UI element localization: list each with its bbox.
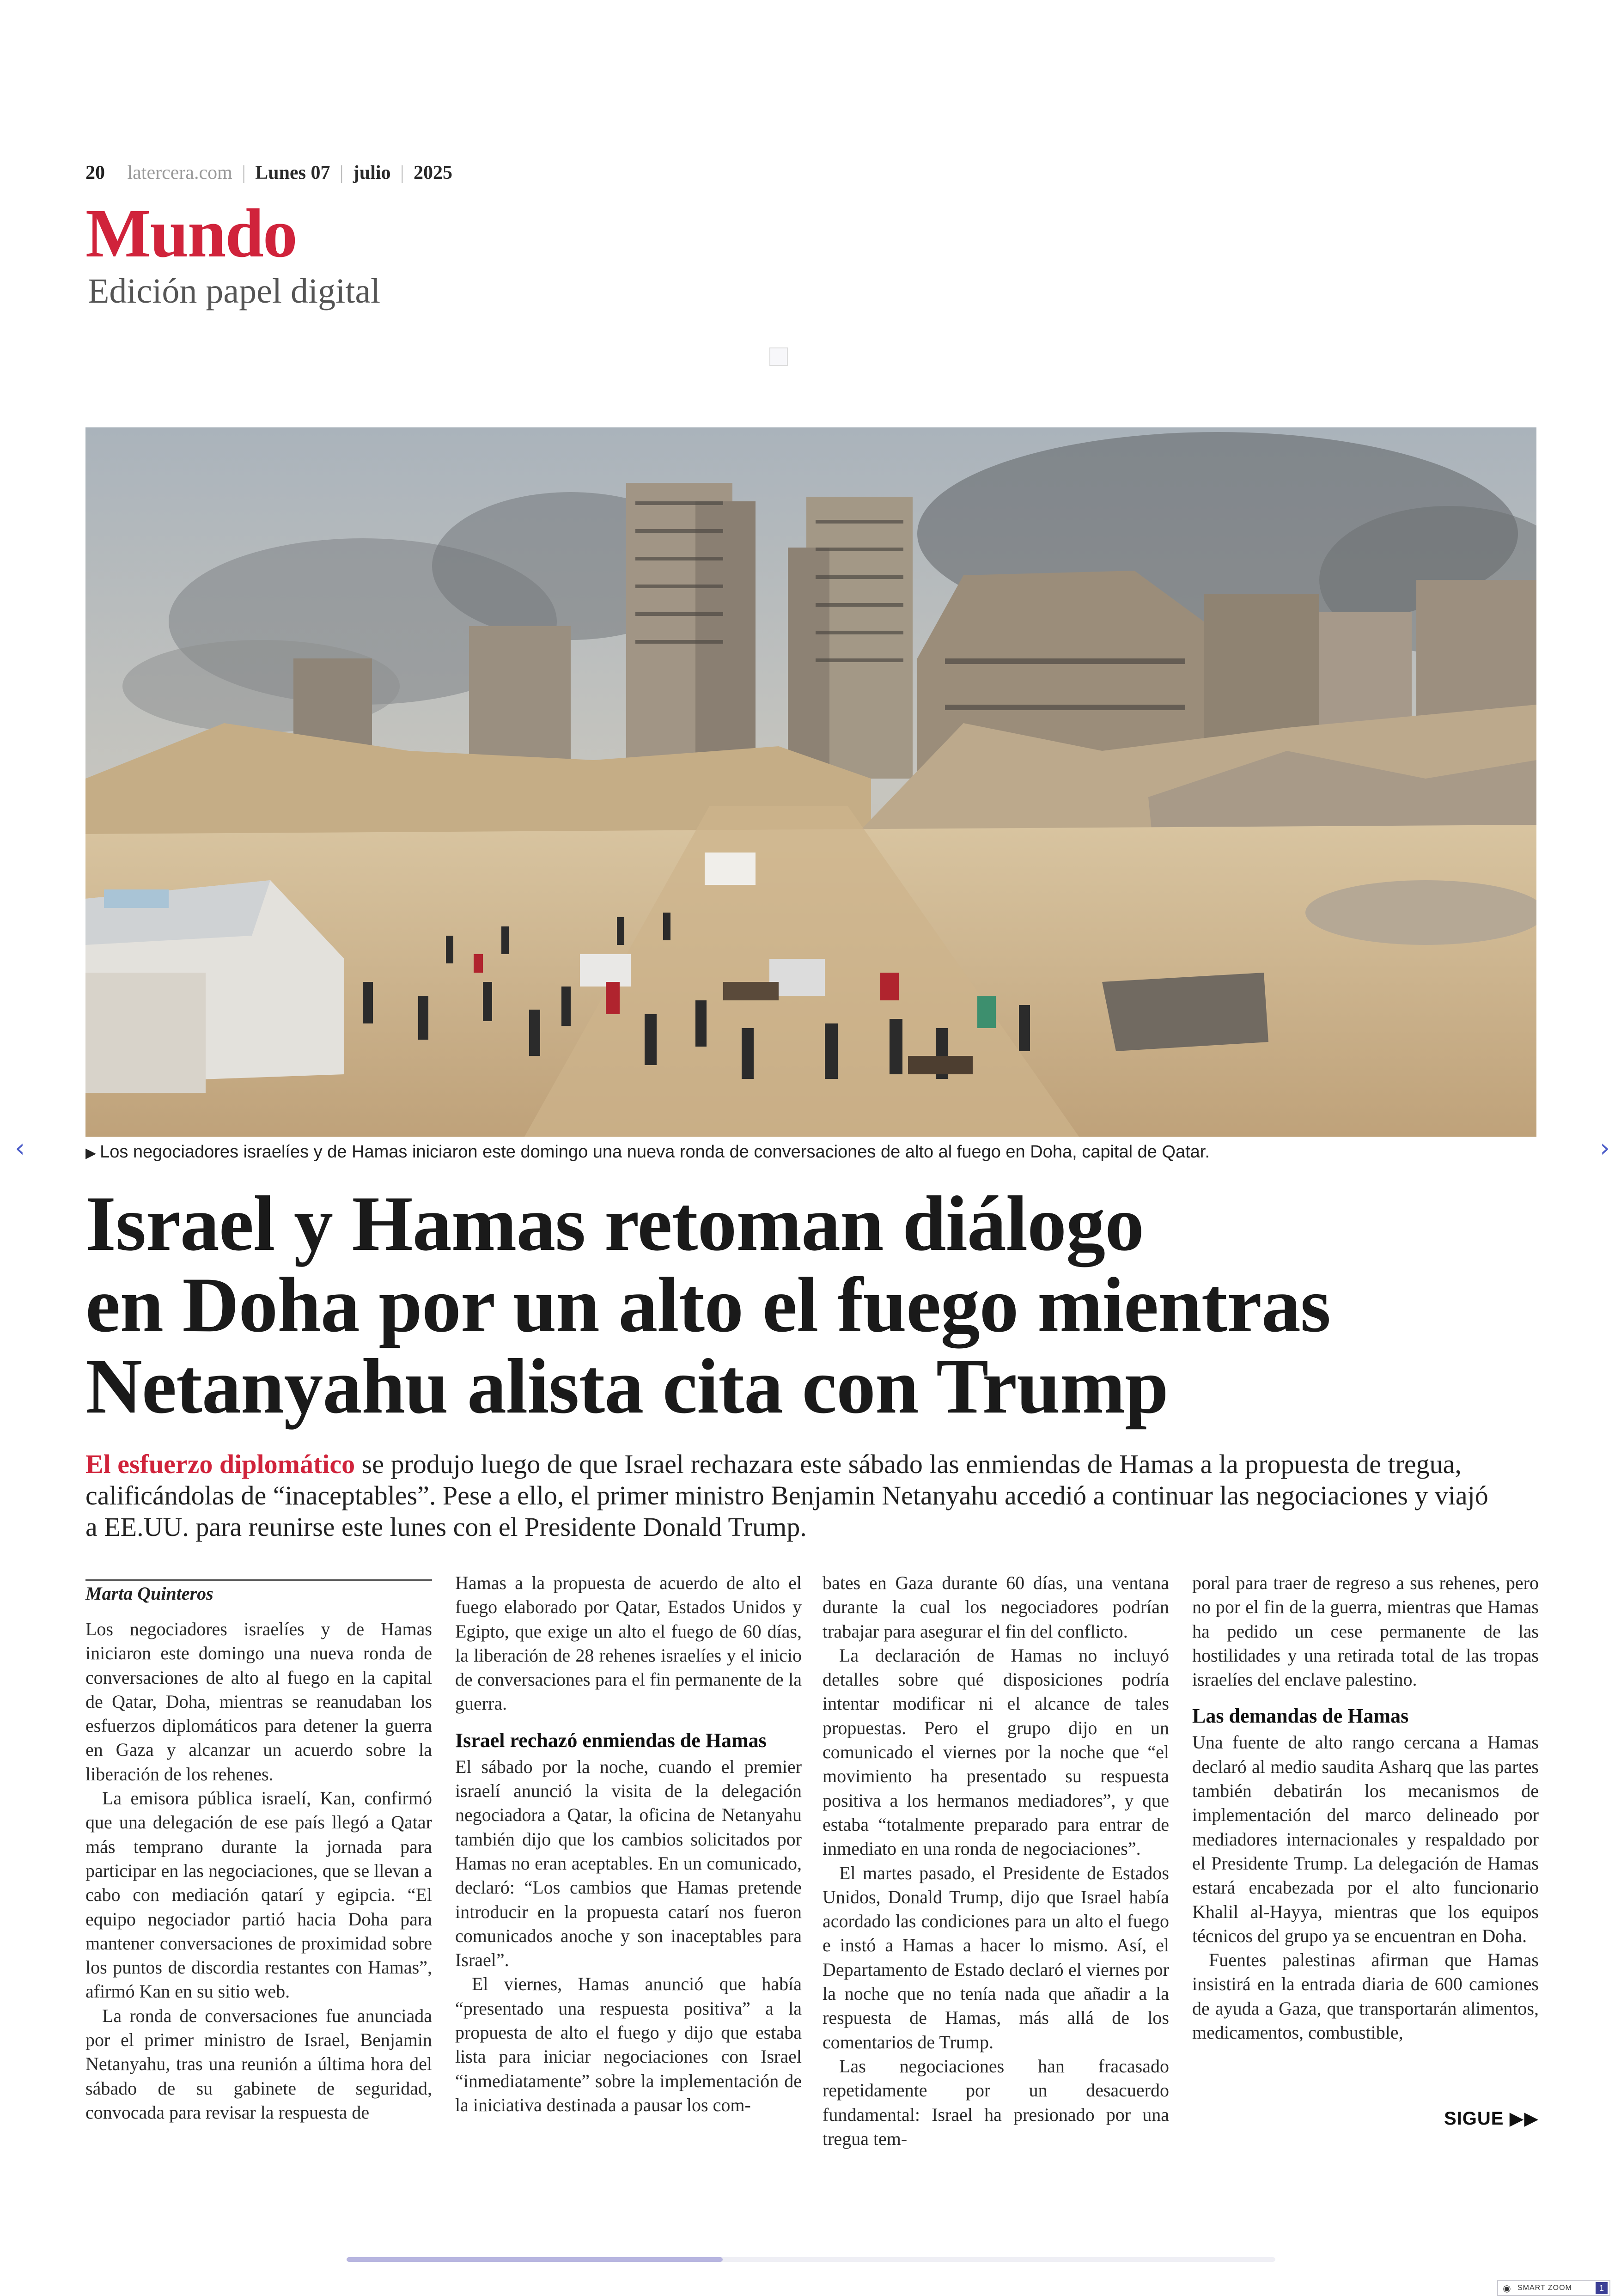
paragraph: El sábado por la noche, cuando el premier israelí anunció la visita de la delegación negociadora a Qatar, la oficina de Netanyahu también dijo que los cambios solicitados por Hamas no eran aceptables. En un comunicado, declaró: “Los cambios que Hamas pretende introducir en la propuesta catarí nos fueron comunicados anoche y son inaceptables para Israel”. (455, 1756, 802, 1971)
folio-separator: | (339, 162, 344, 183)
paragraph: Las negociaciones han fracasado repetidamente por un desacuerdo fundamental: Israel ha presionado por una tregua tem- (823, 2055, 1169, 2149)
lead-kicker: El esfuerzo diplomático (85, 1449, 355, 1479)
photo-caption (85, 1142, 1536, 1162)
page-badge: 1 (1596, 2282, 1608, 2294)
byline-rule (85, 1579, 432, 1581)
chevron-left-icon: ‹ (15, 1133, 25, 1163)
page-folio (85, 162, 452, 184)
body-column-1 (85, 1617, 432, 2125)
article-photo (85, 427, 1536, 1137)
paragraph: Hamas a la propuesta de acuerdo de alto el fuego elaborado por Qatar, Estados Unidos y Egipto, que exige un alto el fuego de 60 días, la liberación de 28 rehenes israelíes y el inicio de conversaciones para el fin permanente de la guerra. (455, 1572, 802, 1714)
lead-text: se produjo luego de que Israel rechazara este sábado las enmiendas de Hamas a la propuesta de tregua, calificándolas de “inaceptables”. Pese a ello, el primer ministro Benjamin Netanyahu accedió a continuar las negociaciones y viajó a EE.UU. para reunirse este lunes con el Presidente Donald Trump. (85, 1449, 1488, 1542)
paragraph: El viernes, Hamas anunció que había “presentado una respuesta positiva” a la propuesta de alto el fuego y dijo que estaba lista para iniciar negociaciones con Israel “inmediatamente” sobre la implementación de la iniciativa destinada a pausar los com- (455, 1973, 802, 2115)
subheading: Las demandas de Hamas (1192, 1705, 1409, 1728)
folio-separator: | (400, 162, 404, 183)
continue-label: SIGUE ▶▶ (1444, 2108, 1539, 2129)
paragraph: La ronda de conversaciones fue anunciada por el primer ministro de Israel, Benjamin Netanyahu, tras una reunión a última hora del sábado de su gabinete de seguridad, convocada para revisar la respuesta de (85, 2005, 432, 2123)
page-marker-icon (769, 347, 788, 366)
section-title: Mundo (85, 195, 297, 272)
edition-label: Edición papel digital (88, 272, 381, 311)
paragraph: Los negociadores israelíes y de Hamas iniciaron este domingo una nueva ronda de conversaciones de alto al fuego en la capital de Qatar, Doha, mientras se reanudaban los esfuerzos diplomáticos para detener la guerra en Gaza y alcanzar un acuerdo sobre la liberación de los rehenes. (85, 1619, 432, 1784)
paragraph: bates en Gaza durante 60 días, una ventana durante la cual los negociadores podrían trabajar para asegurar el fin del conflicto. (823, 1572, 1169, 1642)
body-column-2 (455, 1571, 802, 2117)
paragraph: El martes pasado, el Presidente de Estados Unidos, Donald Trump, dijo que Israel había acordado las condiciones para un alto el fuego e instó a Hamas a hacer lo mismo. Así, el Departamento de Estado declaró el viernes por la noche que no tenía nada que añadir a la respuesta de Hamas, más allá de los comentarios de Trump. (823, 1862, 1169, 2052)
prev-page-button[interactable] (4, 1127, 36, 1169)
subheading: Israel rechazó enmiendas de Hamas (455, 1729, 767, 1752)
headline-line: en Doha por un alto el fuego mientras (85, 1261, 1331, 1348)
caption-text: Los negociadores israelíes y de Hamas iniciaron este domingo una nueva ronda de conversaciones de alto al fuego en Doha, capital de Qatar. (100, 1142, 1210, 1162)
smart-zoom-button[interactable] (1497, 2280, 1610, 2296)
page-progress-fill (347, 2257, 723, 2262)
byline: Marta Quinteros (85, 1583, 213, 1604)
eye-icon: ◉ (1503, 2283, 1511, 2294)
headline-line: Israel y Hamas retoman diálogo (85, 1180, 1144, 1267)
body-column-3 (823, 1571, 1169, 2151)
article-lead (85, 1449, 1495, 1543)
folio-year: 2025 (414, 162, 453, 183)
headline-line: Netanyahu alista cita con Trump (85, 1343, 1168, 1430)
page-number: 20 (85, 162, 105, 183)
smart-zoom-label: SMART ZOOM (1517, 2284, 1572, 2292)
chevron-right-icon: › (1600, 1133, 1610, 1163)
paragraph: Fuentes palestinas afirman que Hamas insistirá en la entrada diaria de 600 camiones de ayuda a Gaza, que transportarán alimentos, medicamentos, combustible, (1192, 1949, 1539, 2043)
folio-separator: | (242, 162, 246, 183)
paragraph: poral para traer de regreso a sus rehenes, pero no por el fin de la guerra, mientras que Hamas ha pedido un cese permanente de las hostilidades y una retirada total de las tropas israelíes del enclave palestino. (1192, 1572, 1539, 1690)
article-headline (85, 1180, 1541, 1430)
folio-day: Lunes 07 (255, 162, 330, 183)
folio-month: julio (353, 162, 391, 183)
body-column-4 (1192, 1571, 1539, 2045)
paragraph: La emisora pública israelí, Kan, confirmó que una delegación de ese país llegó a Qatar más temprano durante la jornada para participar en las negociaciones, que se llevan a cabo con mediación qatarí y egipcia. “El equipo negociador partió hacia Doha para mantener conversaciones de proximidad sobre los puntos de discordia restantes con Hamas”, afirmó Kan en su sitio web. (85, 1788, 432, 2002)
site-name: latercera.com (127, 162, 232, 183)
paragraph: La declaración de Hamas no incluyó detalles sobre qué disposiciones podría intentar modificar ni el alcance de tales propuestas. Pero el grupo dijo en un comunicado el viernes por la noche que “el movimiento ha presentado su respuesta positiva a los hermanos mediadores”, y que estaba “totalmente preparado para entrar de inmediato en una ronda de negociaciones”. (823, 1644, 1169, 1859)
caption-marker: ▶ (85, 1145, 97, 1161)
next-page-button[interactable] (1589, 1127, 1621, 1169)
paragraph: Una fuente de alto rango cercana a Hamas declaró al medio saudita Asharq que las partes también debatirán los mecanismos de implementación del marco delineado por mediadores internacionales y respaldado por el Presidente Trump. La delegación de Hamas estará encabezada por el alto funcionario Khalil al-Hayya, mientras que los equipos técnicos del grupo ya se encuentran en Doha. (1192, 1732, 1539, 1946)
